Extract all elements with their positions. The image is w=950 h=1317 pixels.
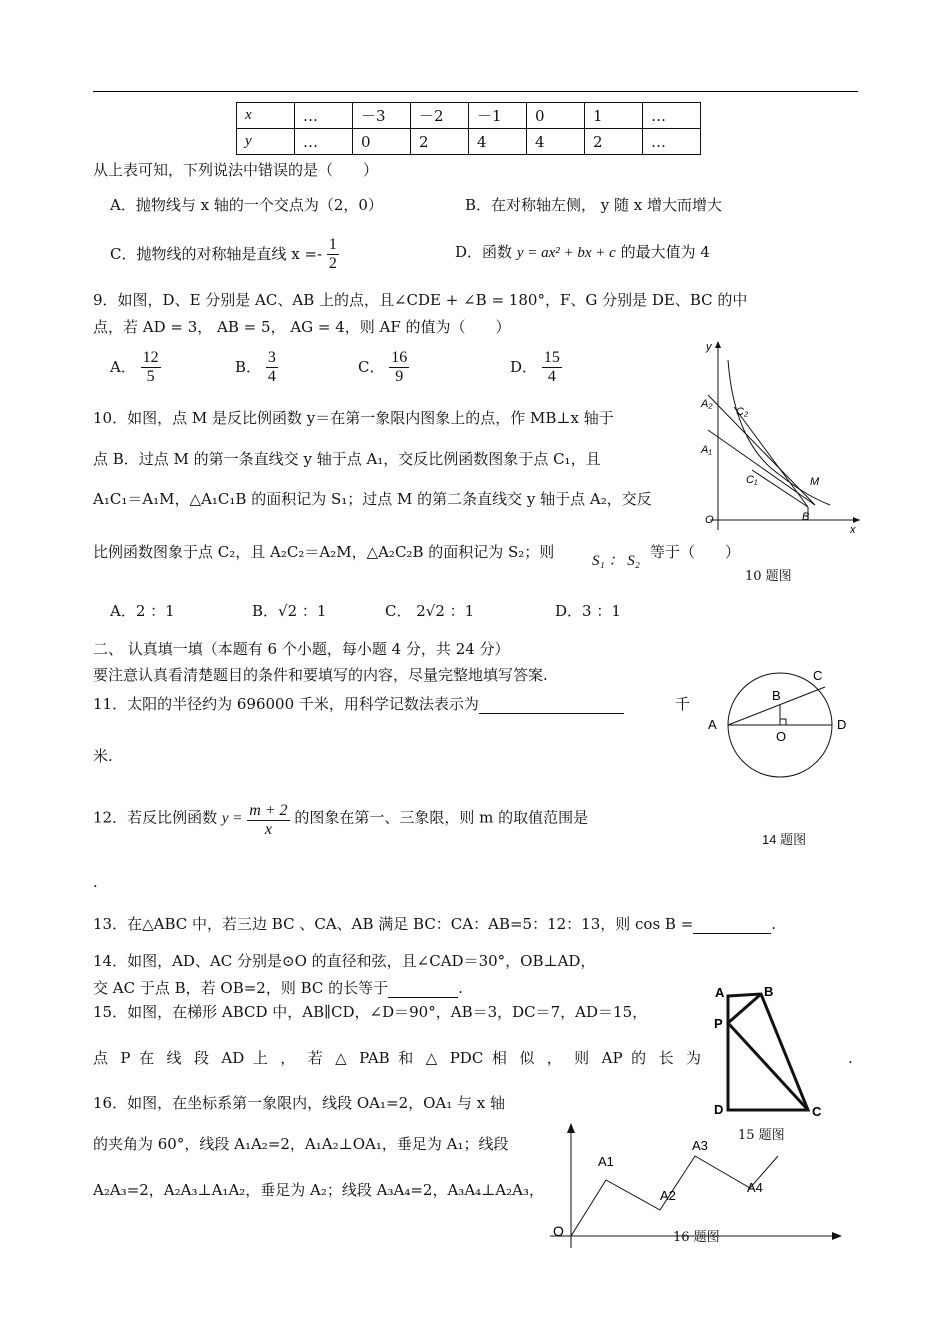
- q10-option-a: A．2 ：1: [110, 602, 175, 620]
- q12-tail: 的图象在第一、三象限，则 m 的取值范围是: [294, 808, 589, 827]
- q10-option-d: D．3 ：1: [555, 602, 621, 620]
- fraction-denominator: 2: [328, 255, 337, 273]
- line-a2-m: [708, 395, 815, 505]
- q13-text: [93, 915, 776, 934]
- q10-line-2: 点 B．过点 M 的第一条直线交 y 轴于点 A₁，交反比例函数图象于点 C₁，且: [93, 450, 601, 468]
- q13-stem: 13．在△ABC 中，若三边 BC 、CA、AB 满足 BC：CA：AB=5：12：13，则 cos B =: [93, 915, 694, 933]
- segment-c2-b: [734, 407, 808, 507]
- origin-label: O: [705, 514, 714, 526]
- q8-option-a: A．抛物线与 x 轴的一个交点为（2，0）: [110, 196, 383, 214]
- section-2-note: 要注意认真看清楚题目的条件和要填写的内容，尽量完整地填写答案.: [93, 666, 548, 684]
- fraction-numerator: 16: [389, 349, 409, 368]
- q16-figure-caption: 16 题图: [673, 1230, 720, 1245]
- point-label-a: A: [715, 985, 725, 1000]
- fraction-numerator: m + 2: [247, 802, 289, 821]
- option-fraction: [542, 349, 562, 387]
- origin-label: O: [553, 1223, 564, 1239]
- q14-line-2: [93, 979, 463, 998]
- q9-line-1: 9．如图，D、E 分别是 AC、AB 上的点，且∠CDE + ∠B = 180°，F、G 分别是 DE、BC 的中: [93, 291, 748, 309]
- q9-option-b: [235, 349, 278, 387]
- point-label-b: B: [802, 511, 810, 523]
- fraction-numerator: 15: [542, 349, 562, 368]
- q8-option-b: B．在对称轴左侧， y 随 x 增大而增大: [465, 196, 723, 214]
- q15-end: .: [848, 1049, 853, 1067]
- x-axis-arrow: [832, 1232, 842, 1240]
- q14-figure: [700, 665, 860, 790]
- q9-option-c: [358, 349, 409, 387]
- header-rule: [93, 91, 858, 92]
- table-cell: …: [295, 103, 353, 129]
- q9-option-a: [110, 349, 161, 387]
- point-label-d: D: [837, 717, 847, 732]
- q14-line-1: 14．如图，AD、AC 分别是⊙O 的直径和弦，且∠CAD＝30°，OB⊥AD，: [93, 952, 596, 970]
- table-cell: 4: [527, 129, 585, 155]
- table-cell: 0: [527, 103, 585, 129]
- q10-figure: [690, 335, 870, 535]
- table-cell: －3: [353, 103, 411, 129]
- table-cell: …: [295, 129, 353, 155]
- value-table: [236, 102, 701, 155]
- q12-text: [93, 802, 588, 840]
- segment-pc: [728, 1023, 808, 1110]
- point-label-a: A: [708, 717, 717, 732]
- q14-end: .: [458, 979, 463, 997]
- point-label-a2: A2: [660, 1188, 676, 1203]
- q16-line-1: 16．如图，在坐标系第一象限内，线段 OA₁=2，OA₁ 与 x 轴: [93, 1094, 506, 1112]
- q14-figure-caption: 14 题图: [762, 832, 807, 847]
- fraction-numerator: 12: [141, 349, 161, 368]
- q10-line-3: A₁C₁＝A₁M，△A₁C₁B 的面积记为 S₁；过点 M 的第二条直线交 y 轴于点 A₂，交反: [93, 490, 652, 508]
- table-cell: …: [643, 103, 701, 129]
- x-axis-arrow: [853, 517, 860, 523]
- point-label-a2: A₂: [701, 398, 713, 410]
- option-label: B．: [235, 357, 262, 376]
- q8-option-d-tail: 的最大值为 4: [620, 243, 710, 261]
- q10-figure-caption: 10 题图: [745, 569, 792, 584]
- table-cell: 4: [469, 129, 527, 155]
- point-label-c: C: [812, 1104, 822, 1119]
- table-cell: x: [237, 103, 295, 129]
- table-cell: 1: [585, 103, 643, 129]
- q12-formula-lhs: y =: [221, 810, 243, 827]
- q15-line-2: 点 P 在 线 段 AD 上 ， 若 △ PAB 和 △ PDC 相 似 ， 则 AP 的 长 为: [93, 1049, 701, 1067]
- q14-stem: 交 AC 于点 B，若 OB=2，则 BC 的长等于: [93, 979, 389, 997]
- table-cell: y: [237, 129, 295, 155]
- q10-line-4: 比例函数图象于点 C₂，且 A₂C₂＝A₂M，△A₂C₂B 的面积记为 S₂；则: [93, 543, 555, 561]
- table-row: [237, 103, 701, 129]
- point-label-o: O: [776, 729, 787, 744]
- q8-stem: 从上表可知，下列说法中错误的是（ ）: [93, 161, 379, 179]
- q15-figure: [705, 978, 835, 1123]
- q8-option-d-label: D．函数: [455, 243, 513, 261]
- point-label-c2: C₂: [736, 406, 749, 418]
- point-label-a4: A4: [747, 1180, 763, 1195]
- point-label-b: B: [764, 984, 774, 999]
- q10-option-c: C． 2√2 ：1: [385, 602, 475, 620]
- q10-option-b: B．√2 ：1: [252, 602, 327, 620]
- q15-figure-caption: 15 题图: [738, 1128, 785, 1143]
- q13-answer-blank: [693, 915, 771, 934]
- q13-end: .: [771, 915, 777, 933]
- q11-stem: 11．太阳的半径约为 696000 千米，用科学记数法表示为: [93, 695, 479, 713]
- fraction-numerator: 1: [327, 236, 339, 255]
- point-label-m: M: [810, 476, 820, 488]
- q8-option-d: [455, 243, 710, 262]
- y-axis-arrow: [715, 341, 721, 348]
- option-fraction: [266, 349, 278, 387]
- point-label-b: B: [772, 688, 781, 703]
- table-cell: －1: [469, 103, 527, 129]
- point-label-p: P: [714, 1016, 723, 1031]
- right-angle-mark: [780, 719, 786, 725]
- option-fraction: [389, 349, 409, 387]
- point-label-a1: A1: [598, 1154, 614, 1169]
- table-cell: …: [643, 129, 701, 155]
- fraction-denominator: x: [264, 821, 272, 839]
- table-cell: 2: [411, 129, 469, 155]
- q10-line-1: 10．如图，点 M 是反比例函数 y＝在第一象限内图象上的点，作 MB⊥x 轴于: [93, 409, 614, 427]
- axis-label-y: y: [706, 341, 712, 353]
- q9-option-d: [510, 349, 562, 387]
- y-axis-arrow: [567, 1123, 575, 1133]
- table-cell: 0: [353, 129, 411, 155]
- segment-pb: [728, 994, 761, 1023]
- line-a1-m: [708, 430, 815, 505]
- table-cell: 2: [585, 129, 643, 155]
- point-label-a1: A₁: [701, 444, 712, 456]
- point-label-c: C: [813, 668, 823, 683]
- q10-line-4-end: 等于（ ）: [650, 543, 741, 561]
- q12-fraction: [247, 802, 289, 840]
- table-row: [237, 129, 701, 155]
- q11-answer-blank: [479, 695, 624, 714]
- q16-line-2: 的夹角为 60°，线段 A₁A₂=2，A₁A₂⊥OA₁，垂足为 A₁；线段: [93, 1135, 509, 1153]
- q12-stem: 12．若反比例函数: [93, 808, 218, 827]
- q8-option-d-formula: y = ax² + bx + c: [516, 245, 616, 261]
- fraction-denominator: 4: [267, 368, 276, 386]
- table-cell: －2: [411, 103, 469, 129]
- option-fraction: [141, 349, 161, 387]
- q8-option-c: [110, 236, 339, 274]
- option-label: C．: [358, 357, 385, 376]
- section-2-title: 二、 认真填一填（本题有 6 个小题，每小题 4 分，共 24 分）: [93, 640, 510, 658]
- q11-text: [93, 695, 624, 714]
- fraction-numerator: 3: [266, 349, 278, 368]
- point-label-d: D: [714, 1102, 724, 1117]
- fraction-denominator: 5: [146, 368, 155, 386]
- q8-option-c-fraction: [327, 236, 339, 274]
- q9-line-2: 点，若 AD = 3， AB = 5， AG = 4，则 AF 的值为（ ）: [93, 318, 511, 336]
- q11-unit-next: 米.: [93, 747, 113, 765]
- fraction-denominator: 4: [547, 368, 556, 386]
- fraction-denominator: 9: [395, 368, 404, 386]
- q8-option-c-text: C．抛物线的对称轴是直线 x =-: [110, 244, 323, 263]
- q16-line-3: A₂A₃=2，A₂A₃⊥A₁A₂，垂足为 A₂；线段 A₃A₄=2，A₃A₄⊥A₂A₃，: [93, 1181, 544, 1199]
- axis-label-x: x: [850, 524, 856, 535]
- q11-unit-end: 千: [675, 695, 691, 713]
- q15-line-1: 15．如图，在梯形 ABCD 中，AB∥CD，∠D＝90°，AB＝3，DC＝7，AD＝15，: [93, 1003, 648, 1021]
- point-label-c1: C₁: [746, 474, 758, 486]
- q10-ratio: S₁ ： S₂: [592, 553, 640, 569]
- point-label-a3: A3: [692, 1138, 708, 1153]
- q12-end: .: [93, 873, 98, 891]
- q14-answer-blank: [388, 979, 458, 998]
- option-label: D．: [510, 357, 538, 376]
- option-label: A．: [110, 357, 136, 376]
